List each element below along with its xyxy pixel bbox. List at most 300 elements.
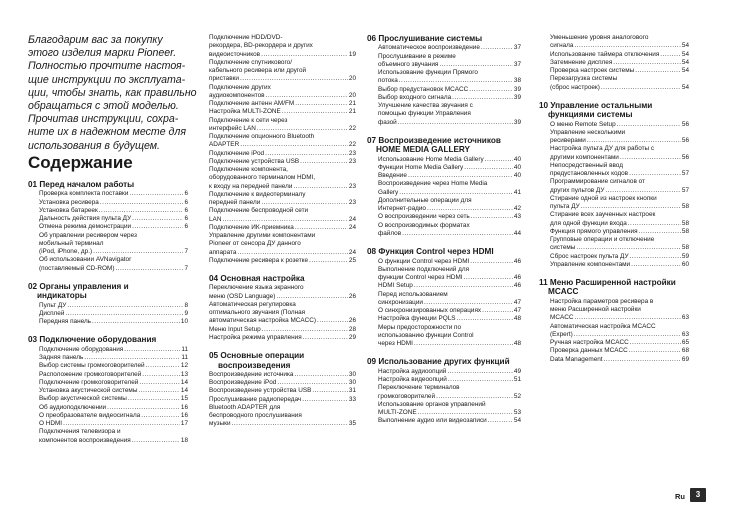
- toc-entry-line: [39, 404, 188, 412]
- toc-entry-line: [378, 156, 521, 164]
- toc-entry[interactable]: [539, 339, 689, 347]
- toc-entry[interactable]: [539, 75, 689, 92]
- toc-entry-text: Об аудиоподключении: [39, 403, 107, 411]
- toc-entry[interactable]: [539, 129, 689, 146]
- toc-entry-text: Стирание одной из настроек кнопки: [550, 194, 657, 202]
- dot-leader: [488, 417, 513, 425]
- toc-entry-text: Стирание всех заученных настроек: [550, 211, 656, 219]
- toc-entry-line: [550, 137, 689, 145]
- toc-entry-line: [39, 379, 188, 387]
- toc-entry[interactable]: [209, 224, 356, 232]
- toc-page-number: 56: [681, 153, 689, 161]
- toc-entry[interactable]: [209, 59, 356, 84]
- dot-leader: [639, 228, 681, 236]
- section-heading-line: 02 Органы управления и: [28, 281, 129, 291]
- toc-entry-text: Об использовании AVNavigator: [39, 256, 132, 264]
- toc-page-number: 9: [184, 309, 188, 317]
- toc-entry[interactable]: [28, 223, 188, 231]
- toc-entry-text: Подключение к видеотерминалу: [209, 190, 306, 198]
- dot-leader: [481, 44, 513, 52]
- toc-entry[interactable]: [28, 362, 188, 370]
- toc-entry-line: [39, 437, 188, 445]
- toc-entry-line: [378, 230, 521, 238]
- toc-entry[interactable]: [367, 69, 521, 86]
- toc-page-number: 31: [348, 387, 356, 395]
- toc-page-number: 48: [513, 315, 521, 323]
- toc-page-number: 20: [348, 91, 356, 99]
- toc-entry[interactable]: [367, 44, 521, 52]
- toc-entry[interactable]: [367, 213, 521, 221]
- toc-page-number: 20: [348, 75, 356, 83]
- toc-page-number: 24: [348, 215, 356, 223]
- toc-column-4: [539, 34, 689, 364]
- toc-page-number: 46: [513, 257, 521, 265]
- toc-entry[interactable]: [28, 256, 188, 273]
- toc-entry-text: Использование функции Прямого: [378, 69, 478, 77]
- toc-entry-text: сигнала: [550, 42, 574, 50]
- intro-text: [28, 34, 197, 153]
- section-heading: [539, 278, 689, 297]
- toc-entry[interactable]: [209, 100, 356, 108]
- toc-entry-line: [209, 108, 356, 116]
- dot-leader: [237, 249, 347, 257]
- toc-entry-line: [378, 61, 521, 69]
- section-heading-line: 03 Подключение оборудования: [28, 335, 157, 345]
- intro-line: Благодарим вас за покупку: [28, 34, 163, 46]
- toc-entry-line: [550, 67, 689, 75]
- toc-entry-text: ресиверами: [550, 137, 586, 145]
- toc-entry-line: [378, 274, 521, 282]
- dot-leader: [617, 121, 681, 129]
- toc-entry[interactable]: [539, 59, 689, 67]
- toc-entry-text: Выполнение аудио или видеозаписи: [378, 417, 487, 425]
- toc-entry-line: [550, 228, 689, 236]
- toc-page-number: 8: [184, 301, 188, 309]
- dot-leader: [138, 387, 179, 395]
- toc-entry-text: Использование таймера отключения: [550, 50, 660, 58]
- toc-entry-line: [39, 420, 188, 428]
- dot-leader: [300, 158, 348, 166]
- dot-leader: [139, 379, 180, 387]
- dot-leader: [293, 183, 348, 191]
- dot-leader: [469, 86, 513, 94]
- toc-page-number: 58: [681, 244, 689, 252]
- toc-entry-text: Улучшение качества звучания с: [378, 102, 473, 110]
- dot-leader: [402, 230, 513, 238]
- dot-leader: [65, 310, 183, 318]
- toc-entry[interactable]: [209, 207, 356, 224]
- toc-entry[interactable]: [209, 84, 356, 101]
- toc-entry-text: Проверка данных MCACC: [550, 347, 628, 355]
- toc-entry[interactable]: [367, 282, 521, 290]
- section-heading-line: 05 Основные операции: [209, 351, 305, 361]
- toc-entry[interactable]: [209, 34, 356, 59]
- toc-page-number: 14: [180, 378, 188, 386]
- toc-page-number: 16: [180, 403, 188, 411]
- dot-leader: [587, 137, 681, 145]
- toc-entry[interactable]: [28, 318, 188, 326]
- toc-entry[interactable]: [28, 404, 188, 412]
- toc-entry[interactable]: [539, 356, 689, 364]
- dot-leader: [146, 362, 180, 370]
- toc-entry-text: Затемнение дисплея: [550, 58, 613, 66]
- toc-entry[interactable]: [539, 253, 689, 261]
- toc-page-number: 11: [181, 354, 188, 362]
- toc-entry[interactable]: [209, 257, 356, 265]
- toc-entry[interactable]: [367, 86, 521, 94]
- toc-entry[interactable]: [367, 324, 521, 349]
- toc-entry-text: (Expert): [550, 330, 573, 338]
- toc-entry-line: [550, 244, 689, 252]
- toc-entry[interactable]: [28, 346, 188, 354]
- toc-column-2: [209, 34, 356, 429]
- dot-leader: [576, 244, 681, 252]
- dot-leader: [295, 224, 348, 232]
- toc-page-number: 29: [348, 333, 356, 341]
- toc-entry-text: Подключение других: [209, 83, 271, 91]
- toc-page-number: 47: [513, 298, 521, 306]
- toc-entry[interactable]: [539, 211, 689, 228]
- toc-entry-line: [378, 213, 521, 221]
- toc-entry-line: [550, 59, 689, 67]
- toc-entry[interactable]: [209, 191, 356, 208]
- toc-page-number: 56: [681, 120, 689, 128]
- toc-entry-line: [209, 293, 356, 301]
- toc-entry-line: [209, 125, 356, 133]
- section-heading-line: 07 Воспроизведение источников: [367, 135, 501, 145]
- toc-entry-line: [209, 158, 356, 166]
- toc-entry[interactable]: [367, 53, 521, 70]
- toc-page-number: 43: [513, 213, 521, 221]
- dot-leader: [295, 100, 348, 108]
- section-heading-line: воспроизведения: [218, 360, 291, 370]
- intro-line: ции, чтобы знать, как правильно: [28, 86, 197, 99]
- toc-entry[interactable]: [209, 117, 356, 134]
- toc-page-number: 22: [348, 124, 356, 132]
- toc-entry-text: компонентов воспроизведения: [39, 436, 131, 444]
- toc-entry[interactable]: [209, 133, 356, 150]
- toc-entry-text: О преобразователе видеосигнала: [39, 411, 141, 419]
- toc-entry[interactable]: [367, 258, 521, 266]
- toc-entry-line: [378, 44, 521, 52]
- toc-entry[interactable]: [209, 301, 356, 326]
- toc-page-number: 58: [681, 227, 689, 235]
- toc-entry[interactable]: [209, 158, 356, 166]
- toc-entry-text: Расположение громкоговорителей: [39, 370, 142, 378]
- toc-entry[interactable]: [539, 347, 689, 355]
- toc-entry[interactable]: [539, 178, 689, 195]
- toc-entry-text: Установка акустической системы: [39, 387, 138, 395]
- toc-page-number: 47: [513, 307, 521, 315]
- toc-page-number: 23: [348, 149, 356, 157]
- section-heading: [367, 247, 521, 256]
- language-label: Ru: [675, 492, 685, 501]
- dot-leader: [574, 42, 680, 50]
- toc-entry[interactable]: [209, 334, 356, 342]
- toc-entry[interactable]: [28, 199, 188, 207]
- toc-entry-text: HDMI Setup: [378, 282, 413, 290]
- toc-entry-line: [209, 317, 356, 325]
- dot-leader: [317, 317, 348, 325]
- section-heading-line: индикаторы: [37, 291, 87, 301]
- toc-entry-text: помощью функции Управления: [378, 110, 471, 118]
- toc-page-number: 17: [180, 420, 188, 428]
- dot-leader: [448, 376, 513, 384]
- toc-entry-line: [209, 396, 356, 404]
- toc-entry-text: аппарата: [209, 248, 237, 256]
- toc-page-number: 26: [348, 317, 356, 325]
- toc-entry[interactable]: [367, 172, 521, 180]
- dot-leader: [457, 315, 513, 323]
- toc-entry-line: [209, 100, 356, 108]
- toc-page-number: 12: [180, 362, 188, 370]
- toc-entry[interactable]: [539, 195, 689, 212]
- toc-page-number: 44: [513, 229, 521, 237]
- toc-entry-line: [39, 412, 188, 420]
- dot-leader: [414, 282, 513, 290]
- toc-entry-text: Программирование сигналов от: [550, 178, 645, 186]
- toc-entry-line: [209, 224, 356, 232]
- dot-leader: [629, 170, 681, 178]
- toc-entry-text: Передняя панель: [39, 318, 92, 326]
- toc-entry-line: [209, 216, 356, 224]
- toc-entry-line: [39, 190, 188, 198]
- toc-entry[interactable]: [539, 145, 689, 162]
- toc-page-number: 24: [348, 223, 356, 231]
- toc-entry-line: [39, 223, 188, 231]
- toc-entry[interactable]: [539, 67, 689, 75]
- toc-entry-text: Pioneer от сенсора ДУ данного: [209, 240, 301, 248]
- toc-entry[interactable]: [28, 379, 188, 387]
- toc-entry[interactable]: [28, 371, 188, 379]
- section-heading-line: 09 Использование других функций: [367, 357, 510, 367]
- toc-entry-text: Уменьшение уровня аналогового: [550, 34, 649, 41]
- dot-leader: [265, 150, 348, 158]
- toc-entry[interactable]: [209, 232, 356, 257]
- toc-page-number: 23: [348, 157, 356, 165]
- dot-leader: [418, 409, 513, 417]
- toc-entry-text: фазой: [378, 118, 397, 126]
- toc-entry[interactable]: [367, 315, 521, 323]
- toc-entry-line: [378, 299, 521, 307]
- toc-entry-text: Настройка функции PQLS: [378, 315, 456, 323]
- toc-entry-text: Управление другими компонентами: [209, 232, 316, 239]
- toc-entry-line: [378, 205, 521, 213]
- toc-page-number: 7: [184, 264, 188, 272]
- toc-entry-text: Выбор предустановок MCACC: [378, 85, 469, 93]
- toc-entry-text: видеоисточников: [209, 50, 261, 58]
- section-heading: [209, 274, 356, 283]
- toc-entry-text: О воспроизводимых форматах: [378, 221, 470, 229]
- toc-entry[interactable]: [367, 197, 521, 214]
- toc-entry-text: файлов: [378, 229, 402, 237]
- toc-entry-text: других пультов ДУ: [550, 186, 605, 194]
- toc-page-number: 42: [513, 205, 521, 213]
- toc-entry-text: другими компонентами: [550, 153, 619, 161]
- toc-entry[interactable]: [28, 395, 188, 403]
- toc-entry-text: Функция прямого управления: [550, 227, 638, 235]
- toc-page-number: 69: [681, 355, 689, 363]
- toc-entry[interactable]: [539, 162, 689, 179]
- section-heading: [367, 357, 521, 366]
- toc-page-number: 28: [348, 325, 356, 333]
- dot-leader: [399, 77, 513, 85]
- toc-page-number: 6: [184, 215, 188, 223]
- toc-page-number: 58: [681, 219, 689, 227]
- toc-entry-text: беспроводного прослушивания: [209, 412, 302, 420]
- dot-leader: [620, 154, 681, 162]
- toc-entry-text: (сброс настроек): [550, 83, 600, 91]
- toc-entry[interactable]: [367, 180, 521, 197]
- toc-entry-text: интерфейс LAN: [209, 124, 256, 132]
- toc-entry-text: Подключение оборудования: [39, 345, 124, 353]
- dot-leader: [427, 205, 513, 213]
- toc-entry-text: (iPod, iPhone, др.): [39, 248, 93, 256]
- dot-leader: [408, 172, 513, 180]
- toc-entry-line: [209, 334, 356, 342]
- toc-entry[interactable]: [367, 266, 521, 283]
- toc-entry[interactable]: [28, 310, 188, 318]
- toc-entry-text: Настройка параметров ресивера в: [550, 297, 654, 305]
- toc-entry[interactable]: [539, 121, 689, 129]
- toc-entry-text: Воспроизведение iPod: [209, 379, 277, 387]
- toc-entry[interactable]: [28, 232, 188, 257]
- dot-leader: [92, 318, 180, 326]
- toc-entry-line: [550, 220, 689, 228]
- toc-entry-text: О HDMI: [39, 420, 63, 428]
- toc-entry[interactable]: [367, 94, 521, 102]
- toc-page-number: 39: [513, 118, 521, 126]
- toc-entry[interactable]: [28, 420, 188, 428]
- toc-entry[interactable]: [367, 222, 521, 239]
- toc-entry[interactable]: [209, 396, 356, 404]
- toc-page-number: 58: [681, 203, 689, 211]
- toc-entry-line: [378, 340, 521, 348]
- toc-entry-text: мобильный терминал: [39, 239, 104, 247]
- toc-entry[interactable]: [367, 376, 521, 384]
- dot-leader: [100, 199, 184, 207]
- toc-entry[interactable]: [539, 261, 689, 269]
- dot-leader: [302, 396, 348, 404]
- dot-leader: [635, 67, 681, 75]
- toc-page-number: 24: [348, 248, 356, 256]
- toc-entry[interactable]: [209, 108, 356, 116]
- toc-entry[interactable]: [28, 215, 188, 223]
- toc-entry[interactable]: [367, 368, 521, 376]
- toc-entry[interactable]: [28, 302, 188, 310]
- toc-entry[interactable]: [209, 326, 356, 334]
- page-title: Содержание: [28, 153, 133, 172]
- dot-leader: [309, 257, 348, 265]
- toc-entry[interactable]: [28, 207, 188, 215]
- toc-entry[interactable]: [539, 51, 689, 59]
- toc-entry[interactable]: [539, 298, 689, 323]
- toc-entry-line: [209, 387, 356, 395]
- dot-leader: [601, 84, 681, 92]
- toc-entry[interactable]: [209, 404, 356, 429]
- toc-entry-text: предустановленных кодов: [550, 170, 629, 178]
- toc-entry-text: ADAPTER: [209, 141, 240, 149]
- toc-page-number: 15: [180, 395, 188, 403]
- toc-entry-text: синхронизации: [378, 298, 423, 306]
- toc-page-number: 13: [180, 370, 188, 378]
- toc-entry-line: [209, 249, 356, 257]
- section-heading: [367, 136, 521, 155]
- toc-page-number: 30: [348, 379, 356, 387]
- dot-leader: [257, 125, 348, 133]
- toc-entry[interactable]: [367, 291, 521, 308]
- toc-page-number: 49: [513, 367, 521, 375]
- toc-entry-text: кабельного ресивера или другой: [209, 67, 307, 74]
- section-heading-line: 10 Управление остальными: [539, 100, 653, 110]
- toc-entry[interactable]: [367, 417, 521, 425]
- toc-page-number: 37: [513, 44, 521, 52]
- toc-page-number: 54: [513, 417, 521, 425]
- toc-entry[interactable]: [209, 150, 356, 158]
- toc-entry-line: [378, 409, 521, 417]
- toc-entry-text: Управление компонентами: [550, 260, 631, 268]
- toc-entry[interactable]: [539, 34, 689, 51]
- toc-entry-text: через HDMI: [378, 340, 413, 348]
- toc-entry-text: Меню Input Setup: [209, 325, 261, 333]
- toc-entry-text: Задняя панель: [39, 354, 84, 362]
- toc-entry-line: [550, 121, 689, 129]
- section-heading-line: 04 Основная настройка: [209, 274, 305, 283]
- toc-entry[interactable]: [209, 166, 356, 191]
- toc-entry-line: [378, 417, 521, 425]
- toc-entry-text: Сброс настроек пульта ДУ: [550, 252, 629, 260]
- toc-entry[interactable]: [28, 412, 188, 420]
- dot-leader: [124, 346, 180, 354]
- toc-entry-text: Переключение языка экранного: [209, 284, 304, 292]
- section-heading: [28, 180, 188, 189]
- dot-leader: [485, 156, 513, 164]
- toc-page-number: 39: [513, 85, 521, 93]
- toc-entry-text: музыки: [209, 420, 231, 428]
- toc-entry[interactable]: [367, 102, 521, 127]
- toc-entry[interactable]: [367, 401, 521, 418]
- toc-entry[interactable]: [539, 323, 689, 340]
- toc-entry-text: громкоговорителей: [378, 392, 436, 400]
- toc-entry[interactable]: [28, 428, 188, 445]
- toc-entry-line: [550, 187, 689, 195]
- toc-entry[interactable]: [28, 190, 188, 198]
- toc-entry[interactable]: [209, 284, 356, 301]
- toc-entry[interactable]: [539, 236, 689, 253]
- toc-entry-text: для одной функции входа: [550, 219, 627, 227]
- toc-entry-text: Подключение громкоговорителей: [39, 378, 139, 386]
- toc-entry[interactable]: [539, 228, 689, 236]
- toc-entry-line: [39, 362, 188, 370]
- toc-entry[interactable]: [367, 164, 521, 172]
- dot-leader: [630, 253, 681, 261]
- toc-entry[interactable]: [367, 384, 521, 401]
- dot-leader: [464, 164, 513, 172]
- toc-page-number: 54: [681, 58, 689, 66]
- dot-leader: [132, 437, 180, 445]
- toc-entry-text: Подключение ресивера к розетке: [209, 256, 309, 264]
- dot-leader: [581, 203, 681, 211]
- toc-page-number: 54: [681, 42, 689, 50]
- toc-entry[interactable]: [209, 387, 356, 395]
- dot-leader: [261, 51, 348, 59]
- dot-leader: [464, 274, 513, 282]
- toc-entry-text: Пульт ДУ: [39, 301, 67, 309]
- toc-entry[interactable]: [367, 156, 521, 164]
- toc-entry[interactable]: [209, 371, 356, 379]
- toc-page-number: 6: [184, 198, 188, 206]
- toc-column-1: [28, 180, 188, 445]
